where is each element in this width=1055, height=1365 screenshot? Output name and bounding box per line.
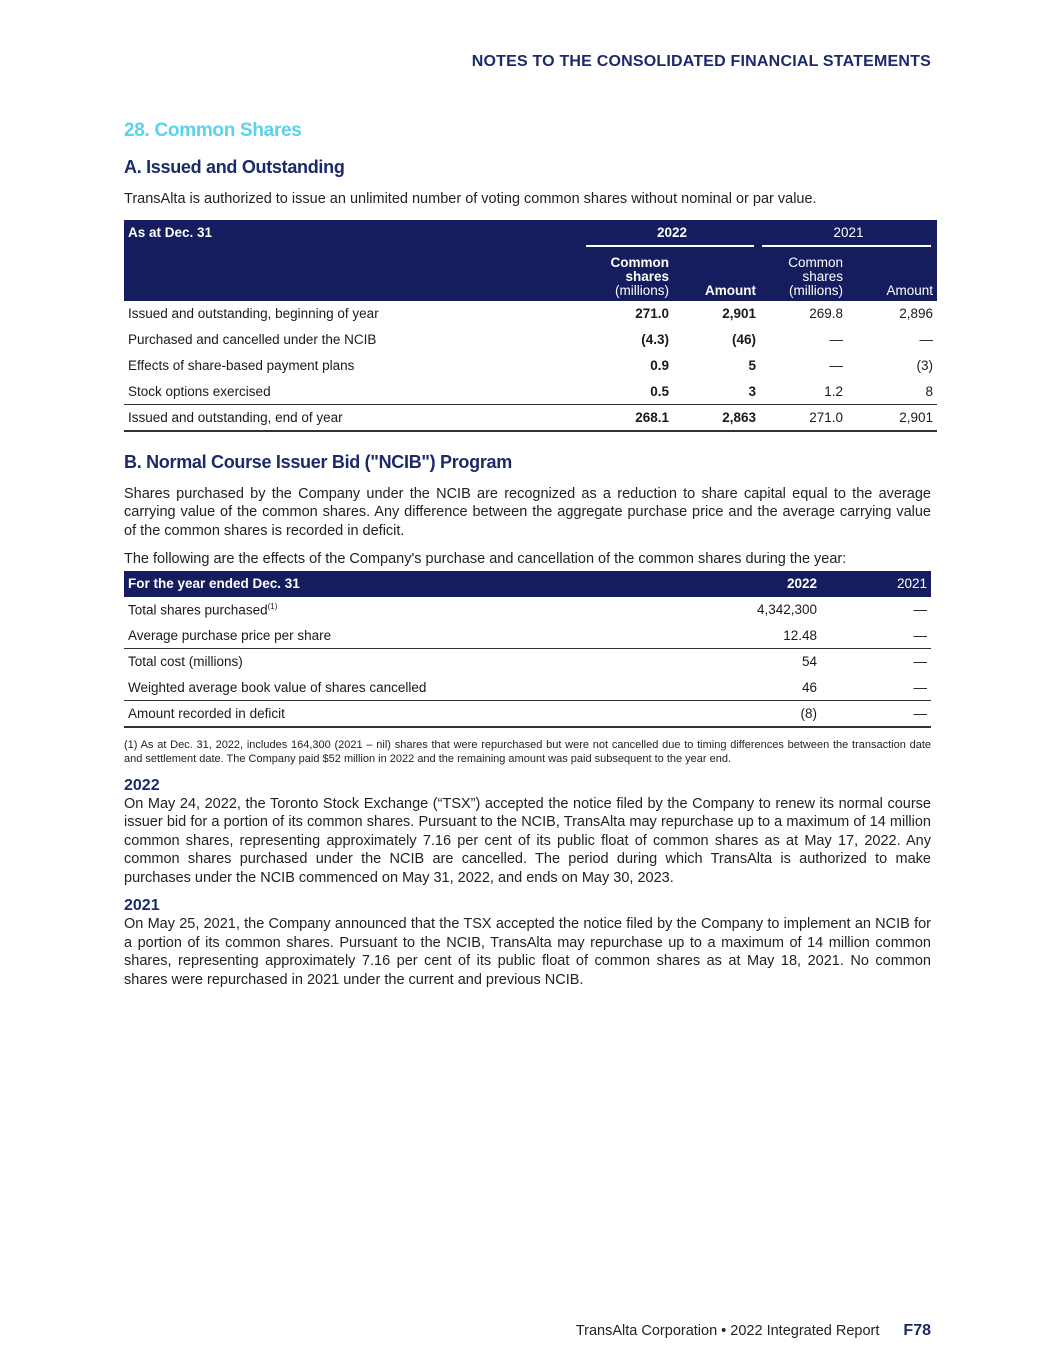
- table1-year-current: 2022: [584, 220, 760, 246]
- table1-year-prior: 2021: [760, 220, 937, 246]
- year-2022-text: On May 24, 2022, the Toronto Stock Exchange (“TSX”) accepted the notice filed by the Company to renew its normal course issuer bid for a portion of its common shares. Pursuant to the NCIB, TransAlta may repurchase up to a maximum of 14 million common shares, representing approximately 7.16 per cent of its public float of common shares as at May 17, 2022. Any common shares purchased under the NCIB are cancelled. The period during which TransAlta is authorized to make purchases under the NCIB commenced on May 31, 2022, and ends on May 30, 2023.: [124, 795, 931, 886]
- footnote-ref: (1): [267, 601, 278, 611]
- subsection-b-title: B. Normal Course Issuer Bid ("NCIB") Program: [124, 451, 512, 472]
- subsection-a-intro: TransAlta is authorized to issue an unlimited number of voting common shares without nominal or par value.: [124, 191, 817, 207]
- table-row: Purchased and cancelled under the NCIB (4.3) (46) — —: [128, 332, 933, 347]
- issued-outstanding-table: [124, 220, 937, 432]
- table-row: Issued and outstanding, beginning of year 271.0 2,901 269.8 2,896: [128, 306, 933, 321]
- table1-label-header: As at Dec. 31: [124, 220, 584, 246]
- table-footnote: (1) As at Dec. 31, 2022, includes 164,300 (2021 – nil) shares that were repurchased but were not cancelled due to timing differences between the transaction date and settlement date. The Company paid $52 million in 2022 and the remaining amount was paid subsequent to the year end.: [124, 738, 931, 765]
- table1-col-shares-prior: Common shares (millions): [760, 246, 847, 301]
- year-2021-heading: 2021: [124, 897, 160, 914]
- year-2021-text: On May 25, 2021, the Company announced that the TSX accepted the notice filed by the Company to implement an NCIB for a portion of its common shares. Pursuant to the NCIB, TransAlta may repurchase up to a maximum of 14 million common shares, representing approximately 7.16 per cent of its public float of common shares as at May 18, 2021. No common shares were repurchased in 2021 under the current and previous NCIB.: [124, 916, 931, 988]
- table-row: Total shares purchased$^{(1)}$ 4,342,300 —: [128, 601, 927, 618]
- section-title: 28. Common Shares: [124, 120, 302, 141]
- page-number: F78: [903, 1322, 931, 1339]
- page-header-title: NOTES TO THE CONSOLIDATED FINANCIAL STATEMENTS: [471, 53, 931, 70]
- main-content: [124, 120, 931, 989]
- table-row: Amount recorded in deficit (8) —: [124, 701, 931, 727]
- table1-col-shares-current: Common shares (millions): [584, 246, 673, 301]
- ncib-effects-table: [124, 571, 931, 728]
- table-row: Stock options exercised 0.5 3 1.2 8: [128, 383, 933, 399]
- table-row: Effects of share-based payment plans 0.9 5 — (3): [128, 358, 933, 373]
- year-2022-heading: 2022: [124, 776, 160, 794]
- table-row: Average purchase price per share 12.48 —: [128, 627, 927, 643]
- subsection-b-para2: The following are the effects of the Company's purchase and cancellation of the common shares during the year:: [124, 551, 847, 567]
- table2-year-prior: 2021: [821, 571, 931, 597]
- subsection-b-para1: Shares purchased by the Company under the NCIB are recognized as a reduction to share capital equal to the average carrying value of the common shares. Any difference between the aggregate purchase price and the average carrying value of the common shares is recorded in deficit.: [124, 485, 931, 539]
- table-row-total: Issued and outstanding, end of year 268.1 2,863 271.0 2,901: [124, 405, 937, 431]
- footer-text: TransAlta Corporation • 2022 Integrated Report: [575, 1323, 880, 1339]
- table1-col-amount-current: Amount: [673, 246, 760, 301]
- table-row: Total cost (millions) 54 —: [124, 649, 931, 675]
- table2-label-header: For the year ended Dec. 31: [124, 571, 684, 597]
- table1-col-amount-prior: Amount: [847, 246, 937, 301]
- table-row: Weighted average book value of shares cancelled 46 —: [128, 679, 927, 695]
- subsection-a-title: A. Issued and Outstanding: [124, 157, 345, 177]
- table2-year-current: 2022: [684, 571, 821, 597]
- page-footer: [576, 1322, 931, 1340]
